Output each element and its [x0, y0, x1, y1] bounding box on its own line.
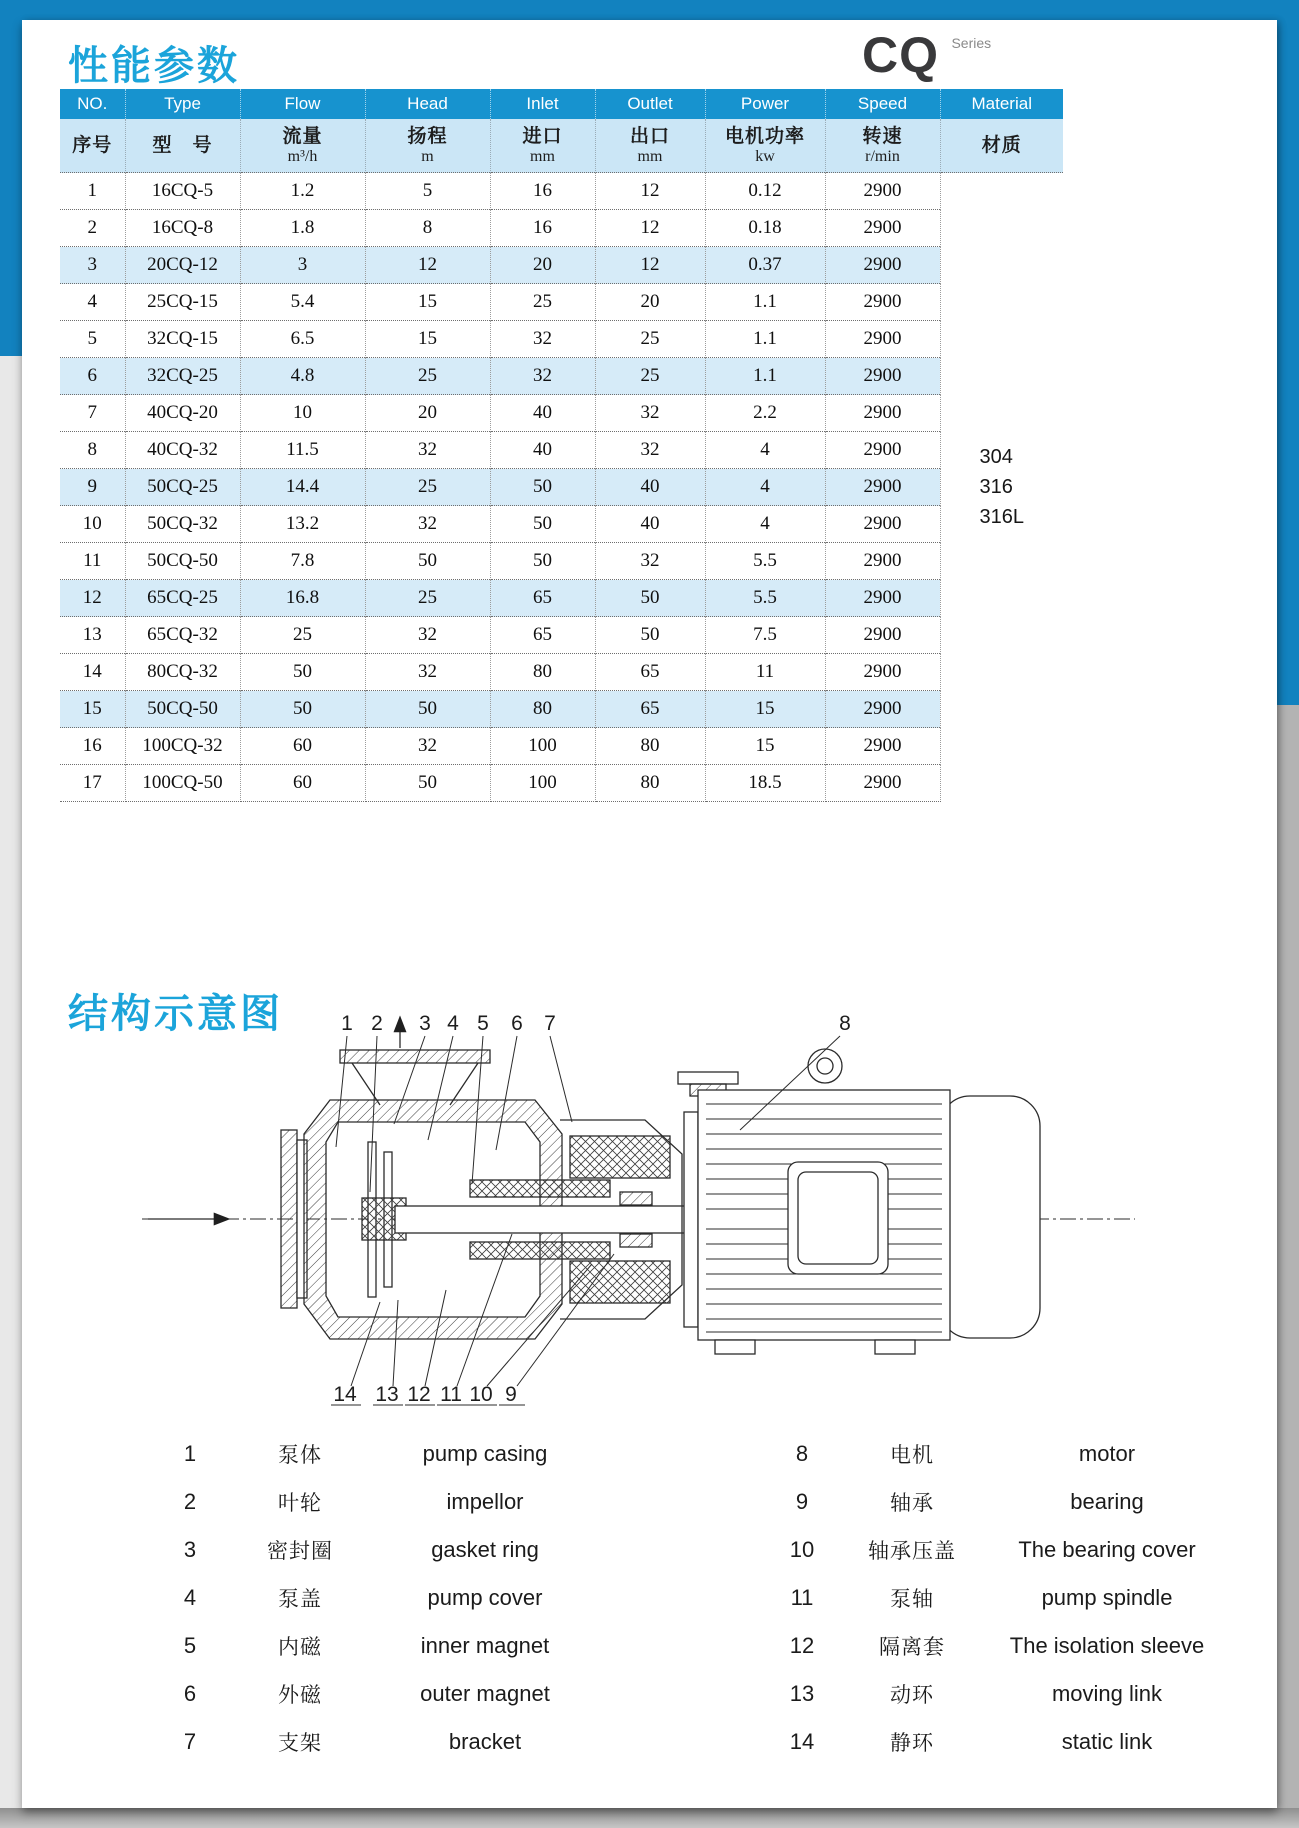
part-cn: 静环 [890, 1732, 934, 1755]
cell-power: 11 [705, 654, 825, 691]
column-header-cn-label: 材质 [981, 134, 1022, 156]
column-header-cn-label: 序号 [72, 134, 113, 156]
part-no: 14 [789, 1729, 815, 1754]
pump-drawing [142, 1018, 1135, 1405]
column-header-en: Speed [825, 89, 940, 119]
column-header-cn [365, 119, 490, 173]
cell-head: 25 [365, 580, 490, 617]
table-row [60, 432, 1063, 469]
cell-inlet: 80 [490, 654, 595, 691]
cell-type: 80CQ-32 [125, 654, 240, 691]
cell-inlet: 40 [490, 395, 595, 432]
cell-head: 32 [365, 506, 490, 543]
cell-no: 10 [60, 506, 125, 543]
column-header-cn [705, 119, 825, 173]
cell-head: 20 [365, 395, 490, 432]
logo-text: CQ [862, 27, 939, 83]
pump-cross-section-diagram [140, 1002, 1140, 1432]
callout-label: 4 [447, 1012, 459, 1035]
part-cn: 动环 [890, 1684, 934, 1707]
table-head [60, 89, 1063, 173]
part-cn: 外磁 [278, 1684, 322, 1707]
cell-inlet: 32 [490, 358, 595, 395]
cell-outlet: 80 [595, 728, 705, 765]
cell-head: 50 [365, 691, 490, 728]
part-no: 5 [183, 1633, 197, 1658]
column-header-en: Power [705, 89, 825, 119]
cell-flow: 60 [240, 728, 365, 765]
table-row [60, 543, 1063, 580]
cell-power: 4 [705, 506, 825, 543]
callout-label: 5 [477, 1012, 489, 1035]
part-no: 4 [183, 1585, 197, 1610]
column-header-unit: r/min [865, 147, 900, 165]
cell-inlet: 16 [490, 210, 595, 247]
cell-flow: 13.2 [240, 506, 365, 543]
cell-inlet: 16 [490, 173, 595, 210]
cell-power: 18.5 [705, 765, 825, 802]
cell-speed: 2900 [825, 617, 940, 654]
part-no: 6 [183, 1681, 197, 1706]
callout-label: 6 [511, 1012, 523, 1035]
backdrop-left-band [0, 0, 22, 356]
cell-power: 1.1 [705, 321, 825, 358]
table-row [60, 469, 1063, 506]
column-header-unit: kw [755, 147, 775, 165]
cell-inlet: 32 [490, 321, 595, 358]
cell-flow: 5.4 [240, 284, 365, 321]
cell-material [940, 173, 1063, 802]
part-cn: 电机 [890, 1444, 934, 1467]
table-row [60, 173, 1063, 210]
inner-magnet [470, 1180, 610, 1197]
part-cn: 轴承 [890, 1492, 934, 1515]
cell-speed: 2900 [825, 395, 940, 432]
cell-no: 4 [60, 284, 125, 321]
column-header-cn [595, 119, 705, 173]
part-row [150, 1718, 600, 1766]
part-en: static link [1061, 1729, 1153, 1754]
cell-type: 65CQ-25 [125, 580, 240, 617]
cell-speed: 2900 [825, 173, 940, 210]
cell-outlet: 65 [595, 654, 705, 691]
cell-speed: 2900 [825, 543, 940, 580]
part-en: pump casing [422, 1441, 548, 1466]
column-header-cn-label: 出口 [629, 125, 670, 147]
page-title: 性能参数 [68, 44, 240, 88]
inlet-flange [281, 1130, 297, 1308]
part-en: The isolation sleeve [1009, 1633, 1205, 1658]
cell-no: 11 [60, 543, 125, 580]
cell-outlet: 32 [595, 543, 705, 580]
cell-power: 1.1 [705, 358, 825, 395]
cell-inlet: 80 [490, 691, 595, 728]
cell-flow: 6.5 [240, 321, 365, 358]
cell-flow: 10 [240, 395, 365, 432]
column-header-cn-label: 进口 [522, 125, 563, 147]
column-header-cn [825, 119, 940, 173]
cell-power: 5.5 [705, 580, 825, 617]
column-header-cn-label: 型 号 [152, 134, 213, 156]
table-header-row-cn [60, 119, 1063, 173]
column-header-cn-label: 转速 [862, 125, 903, 147]
cell-flow: 16.8 [240, 580, 365, 617]
cell-no: 1 [60, 173, 125, 210]
part-cn: 内磁 [278, 1636, 322, 1659]
part-en: outer magnet [420, 1681, 550, 1706]
cell-type: 20CQ-12 [125, 247, 240, 284]
cell-no: 13 [60, 617, 125, 654]
part-row [762, 1622, 1232, 1670]
part-no: 12 [789, 1633, 815, 1658]
cell-inlet: 65 [490, 580, 595, 617]
table-row [60, 691, 1063, 728]
parts-list-left [150, 1430, 600, 1766]
part-no: 1 [183, 1441, 197, 1466]
table-row [60, 580, 1063, 617]
cell-head: 32 [365, 617, 490, 654]
page-sheet [22, 20, 1277, 1808]
cell-no: 6 [60, 358, 125, 395]
callout-label: 1 [341, 1012, 353, 1035]
callout-label: 7 [544, 1012, 556, 1035]
table-row [60, 728, 1063, 765]
callout-label: 11 [440, 1383, 462, 1406]
cell-inlet: 50 [490, 506, 595, 543]
part-cn: 轴承压盖 [868, 1540, 956, 1563]
cell-flow: 11.5 [240, 432, 365, 469]
column-header-en: Inlet [490, 89, 595, 119]
part-en: pump spindle [1041, 1585, 1173, 1610]
column-header-cn [60, 119, 125, 173]
column-header-en: NO. [60, 89, 125, 119]
part-cn: 泵盖 [278, 1588, 322, 1611]
outer-magnet [570, 1261, 670, 1303]
part-row [150, 1478, 600, 1526]
cell-no: 16 [60, 728, 125, 765]
cell-speed: 2900 [825, 580, 940, 617]
diagram-title: 结构示意图 [68, 992, 283, 1036]
cell-inlet: 25 [490, 284, 595, 321]
cell-speed: 2900 [825, 469, 940, 506]
cell-type: 40CQ-32 [125, 432, 240, 469]
cell-power: 5.5 [705, 543, 825, 580]
part-no: 8 [795, 1441, 809, 1466]
cell-speed: 2900 [825, 654, 940, 691]
cell-type: 32CQ-15 [125, 321, 240, 358]
cell-power: 0.18 [705, 210, 825, 247]
parts-list-right [762, 1430, 1232, 1766]
part-row [150, 1430, 600, 1478]
part-en: impellor [446, 1489, 524, 1514]
cell-type: 50CQ-50 [125, 543, 240, 580]
cell-no: 3 [60, 247, 125, 284]
cell-no: 12 [60, 580, 125, 617]
column-header-cn-label: 流量 [282, 125, 323, 147]
column-header-unit: m [421, 147, 434, 165]
table-row [60, 247, 1063, 284]
cell-type: 40CQ-20 [125, 395, 240, 432]
cell-flow: 1.8 [240, 210, 365, 247]
cell-type: 50CQ-50 [125, 691, 240, 728]
bracket-flange [684, 1112, 698, 1327]
cell-head: 32 [365, 728, 490, 765]
cell-flow: 1.2 [240, 173, 365, 210]
cell-no: 14 [60, 654, 125, 691]
part-no: 3 [183, 1537, 197, 1562]
cell-head: 32 [365, 432, 490, 469]
part-row [762, 1718, 1232, 1766]
cell-inlet: 100 [490, 728, 595, 765]
cell-no: 5 [60, 321, 125, 358]
cell-power: 7.5 [705, 617, 825, 654]
part-no: 13 [789, 1681, 815, 1706]
cell-power: 2.2 [705, 395, 825, 432]
cell-head: 50 [365, 765, 490, 802]
part-en: moving link [1051, 1681, 1163, 1706]
cell-flow: 3 [240, 247, 365, 284]
cell-speed: 2900 [825, 728, 940, 765]
cell-outlet: 32 [595, 395, 705, 432]
part-row [150, 1670, 600, 1718]
cell-head: 15 [365, 321, 490, 358]
cell-no: 15 [60, 691, 125, 728]
table-row [60, 654, 1063, 691]
cell-type: 100CQ-32 [125, 728, 240, 765]
cell-outlet: 12 [595, 173, 705, 210]
cell-flow: 4.8 [240, 358, 365, 395]
column-header-en: Type [125, 89, 240, 119]
cell-no: 8 [60, 432, 125, 469]
cell-no: 9 [60, 469, 125, 506]
cell-speed: 2900 [825, 321, 940, 358]
part-no: 10 [789, 1537, 815, 1562]
cell-outlet: 40 [595, 469, 705, 506]
cell-power: 0.12 [705, 173, 825, 210]
part-row [150, 1574, 600, 1622]
cell-outlet: 32 [595, 432, 705, 469]
column-header-unit: m³/h [287, 147, 318, 165]
part-en: gasket ring [431, 1537, 539, 1562]
cell-inlet: 50 [490, 543, 595, 580]
cell-flow: 60 [240, 765, 365, 802]
cell-outlet: 12 [595, 210, 705, 247]
table-body [60, 173, 1063, 802]
performance-table [60, 89, 1063, 802]
column-header-unit: mm [637, 147, 663, 165]
cell-head: 8 [365, 210, 490, 247]
part-row [762, 1670, 1232, 1718]
part-row [762, 1478, 1232, 1526]
cell-speed: 2900 [825, 247, 940, 284]
cell-type: 16CQ-8 [125, 210, 240, 247]
callout-label: 2 [371, 1012, 383, 1035]
cell-outlet: 25 [595, 358, 705, 395]
cell-head: 12 [365, 247, 490, 284]
table-row [60, 765, 1063, 802]
cell-flow: 7.8 [240, 543, 365, 580]
part-row [150, 1526, 600, 1574]
motor-foot [875, 1340, 915, 1354]
callout-label: 3 [419, 1012, 431, 1035]
motor-end-cap [940, 1096, 1040, 1338]
cell-outlet: 12 [595, 247, 705, 284]
bearing-block [620, 1192, 652, 1205]
cell-inlet: 20 [490, 247, 595, 284]
table-row [60, 210, 1063, 247]
cell-type: 16CQ-5 [125, 173, 240, 210]
material-values: 304 316 316L [979, 446, 1024, 529]
cell-no: 17 [60, 765, 125, 802]
part-en: inner magnet [420, 1633, 550, 1658]
table-row [60, 617, 1063, 654]
part-no: 2 [183, 1489, 197, 1514]
part-row [762, 1574, 1232, 1622]
part-en: motor [1078, 1441, 1136, 1466]
cell-inlet: 50 [490, 469, 595, 506]
part-no: 9 [795, 1489, 809, 1514]
cell-flow: 50 [240, 654, 365, 691]
cell-type: 100CQ-50 [125, 765, 240, 802]
cell-power: 4 [705, 469, 825, 506]
brand-logo [862, 26, 1062, 84]
cell-outlet: 25 [595, 321, 705, 358]
cell-outlet: 50 [595, 617, 705, 654]
callout-label: 14 [333, 1383, 357, 1406]
column-header-cn [940, 119, 1063, 173]
cell-speed: 2900 [825, 284, 940, 321]
cell-no: 2 [60, 210, 125, 247]
part-en: pump cover [427, 1585, 543, 1610]
part-cn: 密封圈 [267, 1540, 333, 1563]
part-row [762, 1430, 1232, 1478]
table-row [60, 395, 1063, 432]
part-cn: 泵体 [278, 1444, 322, 1467]
column-header-unit: mm [530, 147, 555, 165]
cell-power: 4 [705, 432, 825, 469]
cell-power: 15 [705, 728, 825, 765]
cell-head: 32 [365, 654, 490, 691]
cell-no: 7 [60, 395, 125, 432]
cell-speed: 2900 [825, 358, 940, 395]
backdrop-right-band [1277, 0, 1299, 705]
bolt-head [678, 1072, 738, 1084]
column-header-en: Outlet [595, 89, 705, 119]
cell-head: 50 [365, 543, 490, 580]
column-header-en: Flow [240, 89, 365, 119]
cell-head: 5 [365, 173, 490, 210]
outlet-funnel [352, 1063, 478, 1105]
cell-head: 25 [365, 358, 490, 395]
callout-label: 13 [375, 1383, 399, 1406]
part-cn: 泵轴 [890, 1588, 934, 1611]
cell-head: 25 [365, 469, 490, 506]
cell-type: 50CQ-32 [125, 506, 240, 543]
callout-label: 8 [839, 1012, 851, 1035]
cell-inlet: 40 [490, 432, 595, 469]
part-no: 7 [183, 1729, 197, 1754]
cell-speed: 2900 [825, 432, 940, 469]
cell-inlet: 65 [490, 617, 595, 654]
inner-magnet [470, 1242, 610, 1259]
cell-speed: 2900 [825, 210, 940, 247]
callout-label: 12 [407, 1383, 431, 1406]
cell-type: 65CQ-32 [125, 617, 240, 654]
cell-flow: 14.4 [240, 469, 365, 506]
part-en: The bearing cover [1018, 1537, 1196, 1562]
backdrop-top-band [0, 0, 1299, 20]
callout-label: 9 [505, 1383, 517, 1406]
column-header-cn-label: 扬程 [407, 125, 448, 147]
part-en: bearing [1070, 1489, 1144, 1514]
cell-speed: 2900 [825, 691, 940, 728]
cell-type: 32CQ-25 [125, 358, 240, 395]
cell-speed: 2900 [825, 506, 940, 543]
outlet-flange [340, 1050, 490, 1063]
outer-magnet [570, 1136, 670, 1178]
cell-type: 25CQ-15 [125, 284, 240, 321]
cell-flow: 25 [240, 617, 365, 654]
cell-power: 1.1 [705, 284, 825, 321]
cell-power: 15 [705, 691, 825, 728]
column-header-cn [125, 119, 240, 173]
part-en: bracket [448, 1729, 522, 1754]
cell-power: 0.37 [705, 247, 825, 284]
part-cn: 叶轮 [278, 1492, 322, 1515]
cell-speed: 2900 [825, 765, 940, 802]
table-header-row-en [60, 89, 1063, 119]
callout-label: 10 [469, 1383, 493, 1406]
table-row [60, 284, 1063, 321]
cell-outlet: 40 [595, 506, 705, 543]
table-row [60, 506, 1063, 543]
part-cn: 支架 [278, 1732, 322, 1755]
cell-head: 15 [365, 284, 490, 321]
part-row [150, 1622, 600, 1670]
column-header-en: Head [365, 89, 490, 119]
cell-outlet: 20 [595, 284, 705, 321]
lifting-eye [808, 1049, 842, 1083]
backdrop-right-shadow [1277, 705, 1299, 1828]
part-cn: 隔离套 [879, 1636, 945, 1659]
part-row [762, 1526, 1232, 1574]
pump-shaft [395, 1206, 720, 1233]
motor-junction-box [788, 1162, 888, 1274]
part-no: 11 [790, 1585, 814, 1610]
cell-type: 50CQ-25 [125, 469, 240, 506]
table-row [60, 358, 1063, 395]
column-header-cn [240, 119, 365, 173]
motor-foot [715, 1340, 755, 1354]
cell-outlet: 80 [595, 765, 705, 802]
cell-flow: 50 [240, 691, 365, 728]
column-header-en: Material [940, 89, 1063, 119]
column-header-cn [490, 119, 595, 173]
cell-outlet: 65 [595, 691, 705, 728]
cell-inlet: 100 [490, 765, 595, 802]
bearing-block [620, 1234, 652, 1247]
backdrop-bottom-shadow [0, 1808, 1299, 1828]
column-header-cn-label: 电机功率 [724, 125, 805, 147]
cell-outlet: 50 [595, 580, 705, 617]
table-row [60, 321, 1063, 358]
logo-series-label: Series [951, 35, 992, 51]
